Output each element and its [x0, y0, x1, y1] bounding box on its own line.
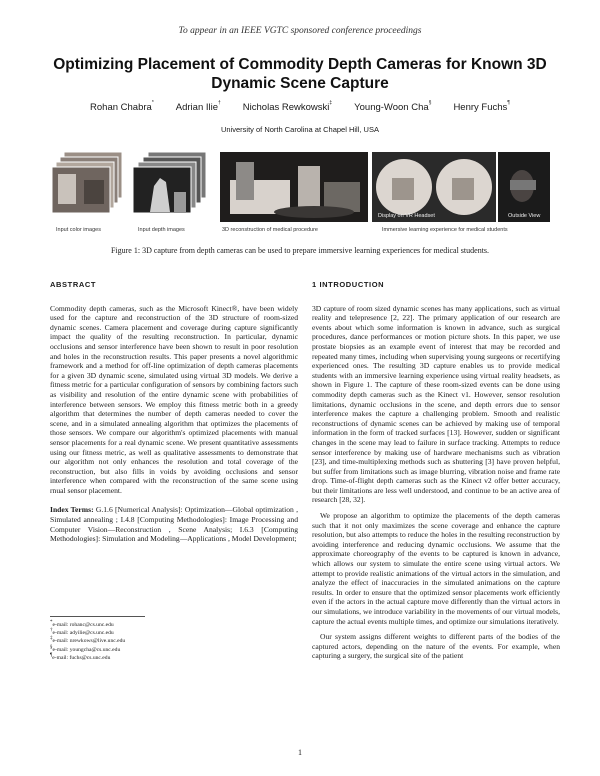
display-label: Display on VR Headset — [378, 213, 435, 219]
index-terms — [50, 505, 298, 543]
introduction-heading: 1 INTRODUCTION — [312, 280, 385, 289]
left-column — [50, 280, 298, 550]
outside-label: Outside View — [508, 213, 541, 219]
title-line-2: Dynamic Scene Capture — [211, 75, 389, 92]
vr-label: Immersive learning experience for medical students — [382, 227, 508, 233]
intro-paragraph-2: We propose an algorithm to optimize the placements of the depth cameras such that it not only maximizes the scene coverage and enhance the capture resolution, but also attempts to reduce the holes in the resulting reconstruction by avoiding interference and reducing dynamic occlusions. We assume that the approximate choreography of the events to be captured is known in advance, which allows our system to simulate the entire scene using virtual actors. We attempt to provide realistic animations of the virtual actors in the simulation, and analyze the effect of inaccuracies in the simulated animations on the capture results. In order to ensure that the optimized sensor placements work efficiently even if the actors in the actual capture move differently than the virtual actors in our simulations, we introduce variability in the movements of our virtual models, capture the actual events multiple times, and optimize our simulations iteratively. — [312, 511, 560, 626]
footnote: ‡e-mail: nrewkows@live.unc.edu — [50, 636, 126, 645]
author-list — [40, 102, 560, 113]
page-number: 1 — [298, 748, 302, 757]
figure-caption: Figure 1: 3D capture from depth cameras can be used to prepare immersive learning experiences for medical students. — [110, 246, 490, 255]
footnote: †e-mail: adyilie@cs.unc.edu — [50, 628, 114, 637]
author: Adrian Ilie† — [175, 100, 221, 113]
depth-images-label: Input depth images — [138, 227, 185, 233]
footnote: ¶e-mail: fuchs@cs.unc.edu — [50, 652, 111, 661]
right-column — [312, 280, 560, 667]
author: Rohan Chabra* — [90, 100, 154, 113]
abstract-text: Commodity depth cameras, such as the Microsoft Kinect®, have been widely used for the capture and reconstruction of the 3D structure of room-sized dynamic scenes. Camera placement and coverage during capture significantly impact the quality of the resulting reconstruction. In particular, dynamic occlusions and sensor interference have been shown to result in poor resolution and holes in the reconstruction results. This paper presents a novel algorithmic framework and a method for off-line optimization of depth cameras placements for a given 3D dynamic scene, simulated using virtual 3D models. We derive a fitness metric for a particular configuration of sensors by combining factors such as visibility and resolution of the entire dynamic scene with probabilities of interference between sensors. We employ this fitness metric both in a greedy algorithm that determines the number of depth cameras needed to cover the scene, and in a simulated annealing algorithm that optimizes the placements of those sensors. We compare our algorithm's optimized placements with manual sensor placements for a real dynamic scene. We present quantitative assessments using our fitness metric, as well as qualitative assessments to demonstrate that our algorithm not only enhances the resolution and total coverage of the reconstruction, but also fills in voids by avoiding occlusions and sensor interference when compared with the reconstruction of the same scene using rnual sensor placement. — [50, 303, 298, 495]
abstract-heading: ABSTRACT — [50, 280, 97, 289]
index-terms-label: Index Terms: — [50, 505, 94, 515]
intro-paragraph-3: Our system assigns different weights to different parts of the bodies of the captured actors, depending on the nature of the events. For example, when capturing a surgery, the surgical site of the patient — [312, 632, 560, 661]
intro-paragraph-1: 3D capture of room sized dynamic scenes has many applications, such as virtual reality and telepresence [2, 22]. The primary application of our research are events about which some information is known in advance, such as surgical procedures, dance performances or motion picture shots. In this paper, we use prostate biopsies as an example event of interest that may be recorded and repeated many times, including when supervising young surgeons or recertifying experienced ones. The resulting 3D capture enables us to provide medical students with an immersive learning experience using virtual reality headsets, as shown in Figure 1. The capture of these room-sized events can be done using commodity depth cameras such as the Kinect v1. However, sensor resolution limitations, dynamic occlusions in the scene, and depth errors due to sensor interference makes the capture a challenging problem. Smooth and realistic reconstructions of dynamic scenes can be achieved by making use of temporal information in the form of tracked surfaces [13]. However, sudden or significant changes in the scene may lead to failure in surface tracking. Attempts to reduce sensor interference by making use of hardware mechanisms such as vibration [23], and time-multiplexing methods such as shuttering [3] have proven helpful, but suffer from limitations such as image blurring, vibration noise and frame rate drop. Time-of-flight depth cameras such as the Kinect v2 offer better accuracy, but their limitations are less well understood, and continue to be an active area of research [28, 32]. — [312, 303, 560, 505]
author: Nicholas Rewkowski‡ — [242, 100, 333, 113]
depth-images-stack — [130, 152, 210, 222]
reconstruction-image — [220, 152, 368, 222]
color-images-stack — [50, 152, 124, 222]
footnotes — [50, 616, 298, 662]
footnote: *e-mail: rohanc@cs.unc.edu — [50, 620, 114, 628]
paper-title — [40, 55, 560, 93]
color-images-label: Input color images — [56, 227, 101, 233]
proceedings-note: To appear in an IEEE VGTC sponsored conference proceedings — [178, 26, 422, 36]
vr-experience-image — [372, 152, 550, 222]
author: Young-Woon Cha§ — [354, 100, 432, 113]
index-terms-text: G.1.6 [Numerical Analysis]: Optimization—Global optimization , Simulated annealing ; I.4.8 [Computing Methodologies]: Image Processing and Computer Vision—Reconstruction , Scene Analysis; I.6.3 [Computing Methodologies]: Simulation and Modeling—Applications , Model Development; — [50, 505, 299, 544]
reconstruction-label: 3D reconstruction of medical procedure — [222, 227, 318, 233]
author: Henry Fuchs¶ — [453, 100, 510, 113]
footnote-rule — [50, 616, 145, 617]
figure-1 — [50, 152, 550, 237]
footnote: §e-mail: youngcha@cs.unc.edu — [50, 644, 121, 653]
affiliation: University of North Carolina at Chapel Hill, USA — [221, 125, 379, 134]
title-line-1: Optimizing Placement of Commodity Depth Cameras for Known 3D — [53, 56, 547, 73]
